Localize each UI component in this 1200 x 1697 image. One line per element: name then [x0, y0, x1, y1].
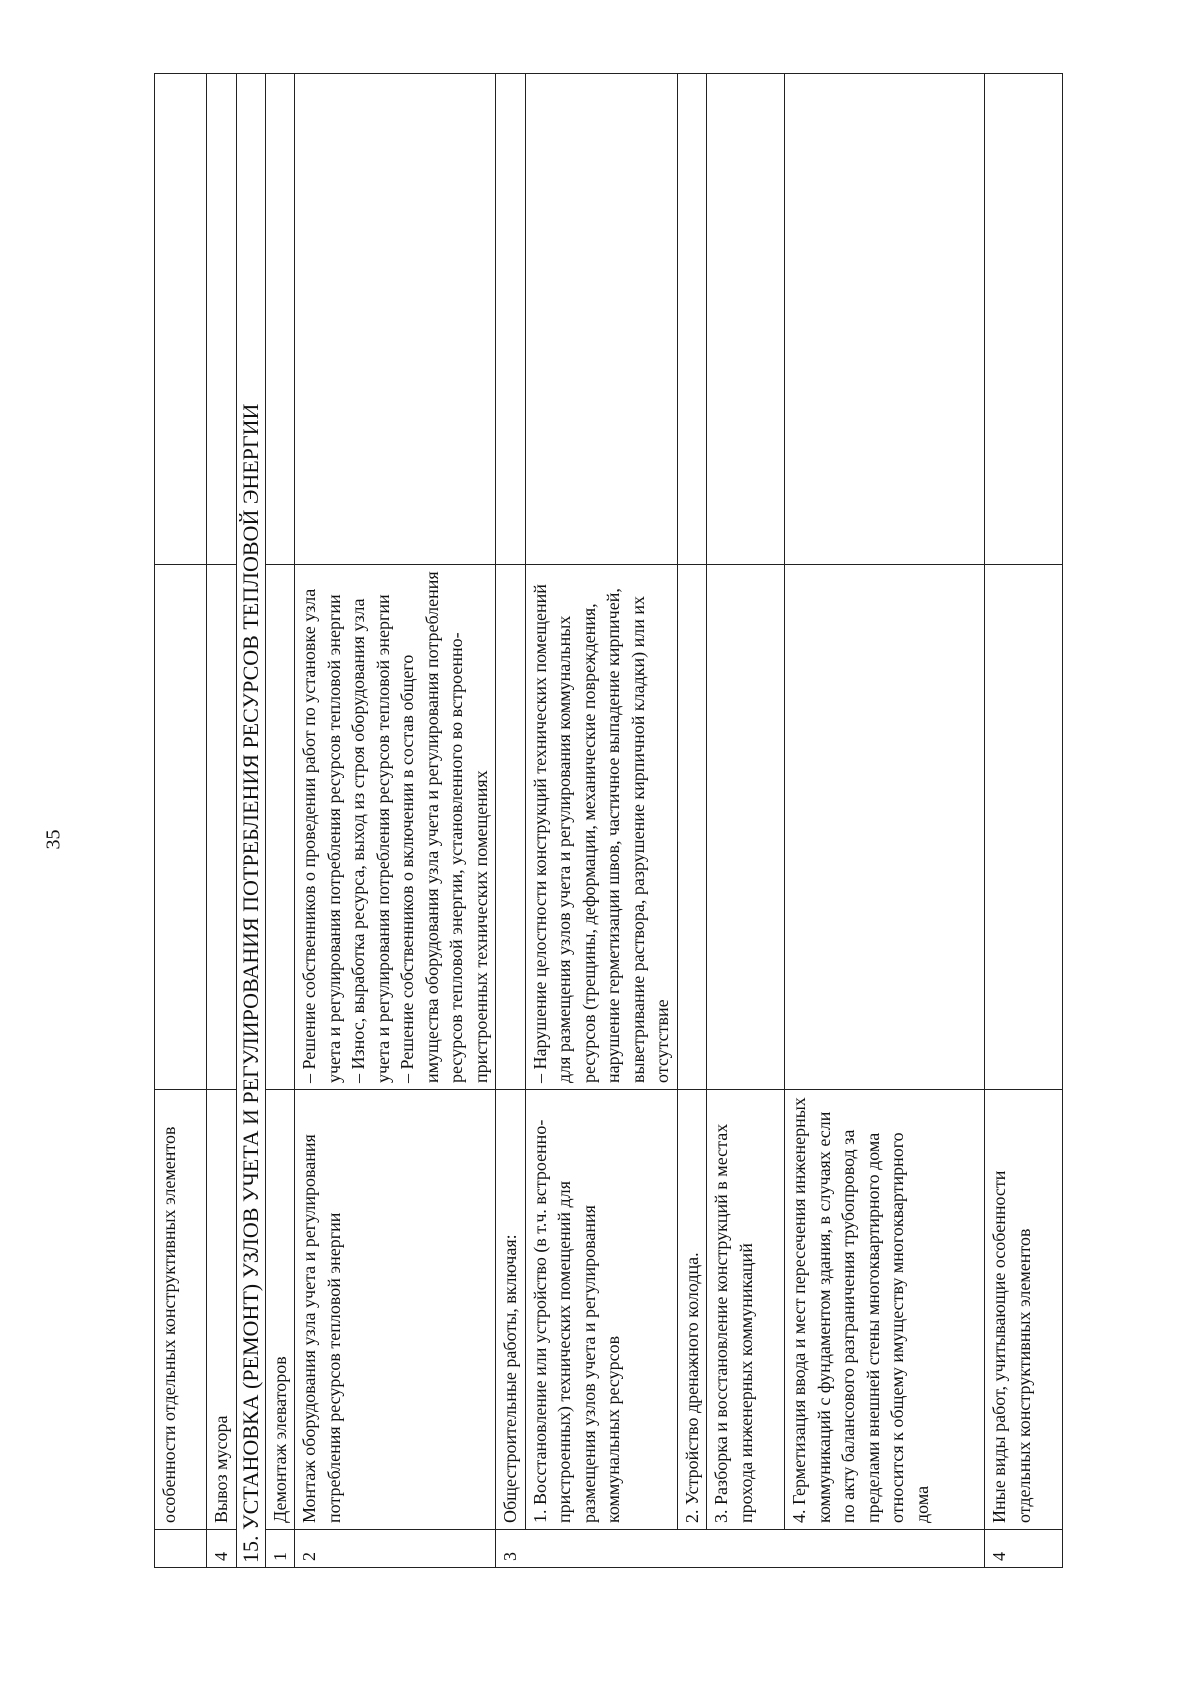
empty-cell	[707, 74, 785, 565]
empty-cell	[525, 74, 677, 565]
work-cell: 4. Герметизация ввода и мест пересечения инженерных коммуникаций с фундаментом здания, в случаях если по акту балансового разграничения трубопровод за пределами внешней стены многоквартирного дома относится к общему имуществу многоквартирного дома	[785, 1090, 985, 1530]
row-number-cell	[155, 1530, 207, 1568]
condition-cell	[677, 565, 707, 1090]
condition-cell	[295, 565, 496, 1090]
condition-cell	[496, 565, 526, 1090]
work-cell: 3. Разборка и восстановление конструкций в местах прохода инженерных коммуникаций	[707, 1090, 785, 1530]
row-number-cell: 4	[207, 1530, 237, 1568]
row-number-cell: 3	[496, 1530, 985, 1568]
work-cell: Монтаж оборудования узла учета и регулирования потребления ресурсов тепловой энергии	[295, 1090, 496, 1530]
condition-cell	[265, 565, 295, 1090]
work-cell: Общестроительные работы, включая:	[496, 1090, 526, 1530]
page-number: 35	[42, 829, 65, 850]
work-cell: 1. Восстановление или устройство (в т.ч. встроенно-пристроенных) технических помещений для размещения узлов учета и регулирования коммунальных ресурсов	[525, 1090, 677, 1530]
table-row	[707, 74, 785, 1568]
works-table	[154, 73, 1063, 1568]
work-cell: Вывоз мусора	[207, 1090, 237, 1530]
condition-cell	[985, 565, 1063, 1090]
work-cell: Демонтаж элеваторов	[265, 1090, 295, 1530]
row-number-cell: 2	[295, 1530, 496, 1568]
empty-cell	[496, 74, 526, 565]
empty-cell	[677, 74, 707, 565]
table-row	[155, 74, 207, 1568]
table-row	[265, 74, 295, 1568]
table-row	[677, 74, 707, 1568]
empty-cell	[785, 74, 985, 565]
table-row	[496, 74, 526, 1568]
row-number-cell: 1	[265, 1530, 295, 1568]
table-row	[295, 74, 496, 1568]
empty-cell	[295, 74, 496, 565]
condition-item: – Решение собственников о включении в состав общего имущества оборудования узла учета и регулирования потребления ресурсов тепловой энергии, установленного во встроенно-пристроенных технических помещениях	[397, 571, 491, 1083]
condition-cell	[207, 565, 237, 1090]
empty-cell	[155, 74, 207, 565]
empty-cell	[985, 74, 1063, 565]
work-cell: особенности отдельных конструктивных элементов	[155, 1090, 207, 1530]
section-header-row	[236, 74, 265, 1568]
empty-cell	[265, 74, 295, 565]
condition-cell	[155, 565, 207, 1090]
table-row	[207, 74, 237, 1568]
condition-cell: – Нарушение целостности конструкций технических помещений для размещения узлов учета и регулирования коммунальных ресурсов (трещины, деформации, механические повреждения, нарушение герметизации швов, частичное выпадение кирпичей, выветривание раствора, разрушение кирпичной кладки) или их отсутствие	[525, 565, 677, 1090]
table-row	[985, 74, 1063, 1568]
condition-item: – Решение собственников о проведении работ по установке узла учета и регулирования потребления ресурсов тепловой энергии	[299, 588, 344, 1083]
condition-item: – Износ, выработка ресурса, выход из строя оборудования узла учета и регулирования потребления ресурсов тепловой энергии	[348, 594, 393, 1083]
rotated-table-wrapper	[154, 73, 1059, 1568]
table-row	[525, 74, 677, 1568]
empty-cell	[207, 74, 237, 565]
work-cell: 2. Устройство дренажного колодца.	[677, 1090, 707, 1530]
condition-cell	[785, 565, 985, 1090]
section-title: 15. УСТАНОВКА (РЕМОНТ) УЗЛОВ УЧЕТА И РЕГУЛИРОВАНИЯ ПОТРЕБЛЕНИЯ РЕСУРСОВ ТЕПЛОВОЙ ЭНЕРГИИ	[236, 74, 265, 1568]
work-cell: Иные виды работ, учитывающие особенности отдельных конструктивных элементов	[985, 1090, 1063, 1530]
table-row	[785, 74, 985, 1568]
condition-cell	[707, 565, 785, 1090]
row-number-cell: 4	[985, 1530, 1063, 1568]
